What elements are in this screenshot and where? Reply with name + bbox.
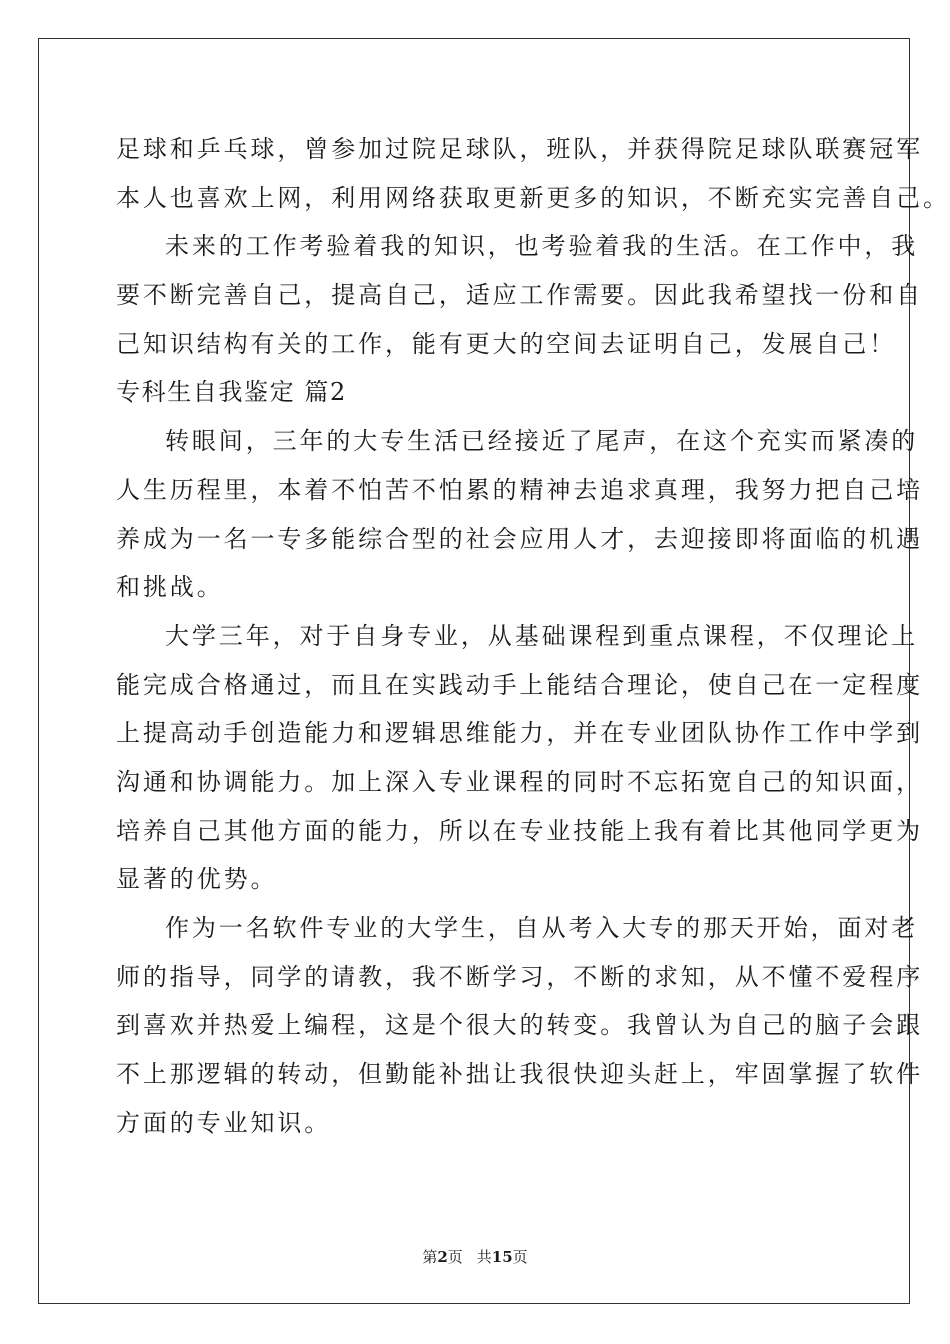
page-prefix: 第 <box>422 1248 438 1266</box>
section-heading: 专科生自我鉴定 篇2 <box>116 378 347 407</box>
text-line: 方面的专业知识。 <box>116 1108 332 1137</box>
text-line: 显著的优势。 <box>116 865 278 894</box>
total-suffix: 页 <box>512 1248 528 1266</box>
document-body <box>116 125 950 1147</box>
text-line: 养成为一名一专多能综合型的社会应用人才，去迎接即将面临的机遇 <box>116 524 923 553</box>
text-line: 不上那逻辑的转动，但勤能补拙让我很快迎头赶上，牢固掌握了软件 <box>116 1060 923 1089</box>
text-line: 要不断完善自己，提高自己，适应工作需要。因此我希望找一份和自 <box>116 281 923 310</box>
text-line: 转眼间，三年的大专生活已经接近了尾声，在这个充实而紧凑的 <box>165 427 919 456</box>
text-line: 作为一名软件专业的大学生，自从考入大专的那天开始，面对老 <box>165 914 919 942</box>
page-suffix: 页 <box>447 1248 463 1266</box>
text-line: 人生历程里，本着不怕苦不怕累的精神去追求真理，我努力把自己培 <box>116 475 923 504</box>
text-line: 本人也喜欢上网，利用网络获取更新更多的知识，不断充实完善自己。 <box>116 183 950 212</box>
total-pages: 15 <box>491 1248 513 1266</box>
text-line: 和挑战。 <box>116 573 224 602</box>
text-line: 未来的工作考验着我的知识，也考验着我的生活。在工作中，我 <box>165 232 919 261</box>
text-line: 到喜欢并热爱上编程，这是个很大的转变。我曾认为自己的脑子会跟 <box>116 1011 923 1040</box>
text-line: 师的指导，同学的请教，我不断学习，不断的求知，从不懂不爱程序 <box>116 962 923 991</box>
text-line: 足球和乒乓球，曾参加过院足球队，班队，并获得院足球队联赛冠军 <box>116 135 923 163</box>
text-line: 己知识结构有关的工作，能有更大的空间去证明自己，发展自己！ <box>116 329 897 358</box>
total-prefix: 共 <box>476 1248 492 1266</box>
page-number: 2 <box>437 1248 448 1266</box>
text-line: 上提高动手创造能力和逻辑思维能力，并在专业团队协作工作中学到 <box>116 719 923 748</box>
page-footer <box>0 1246 950 1267</box>
text-line: 能完成合格通过，而且在实践动手上能结合理论，使自己在一定程度 <box>116 670 923 699</box>
text-line: 大学三年，对于自身专业，从基础课程到重点课程，不仅理论上 <box>165 621 919 650</box>
text-line: 沟通和协调能力。加上深入专业课程的同时不忘拓宽自己的知识面， <box>116 767 923 796</box>
text-line: 培养自己其他方面的能力，所以在专业技能上我有着比其他同学更为 <box>116 816 923 845</box>
